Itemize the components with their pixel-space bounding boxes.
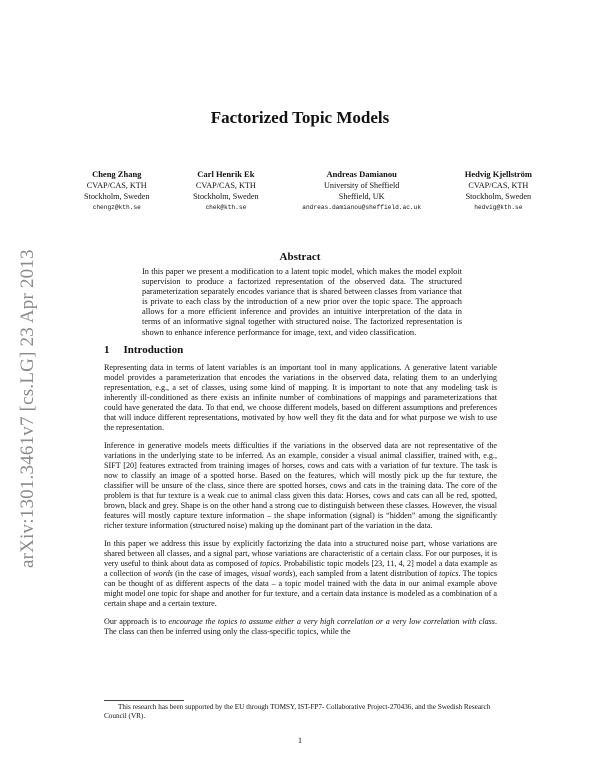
abstract-heading: Abstract <box>279 251 321 263</box>
paragraph <box>104 617 497 637</box>
section-number: 1 <box>104 344 110 356</box>
text-run: . Probabilistic topic models [23, 11, 4, 2] model a data example as a collection of <box>104 559 497 578</box>
author-block <box>84 169 150 213</box>
paragraph: Inference in generative models meets difficulties if the variations in the observed data are not representative of the variations in the underlying state to be inferred. As an example, consider a visual animal classifier, trained with, e.g., SIFT [20] features extracted from training images of horses, cows and cats with a variation of fur texture. The task is now to classify an image of a spotted horse. Based on the features, which will mostly pick up the fur texture, the classifier will be unsure of the class, since there are spotted horses, cows and cats in the training data. The core of the problem is that fur texture is a weak cue to animal class given this data: Horses, cows and cats can all be red, spotted, brown, black and grey. Shape is on the other hand a strong cue to distinguish between these classes. However, the visual features will mostly capture texture information – the shape information (signal) is “hidden” among the significantly richer texture information (structured noise) making up the dominant part of the variation in the data. <box>104 441 497 530</box>
page-number: 1 <box>297 735 303 745</box>
footnote: This research has been supported by the EU through TOMSY, IST-FP7- Collaborative Project-270436, and the Swedish Research Council (VR). <box>104 703 491 720</box>
author-block <box>302 169 421 213</box>
author-affiliation: University of Sheffield <box>323 181 400 190</box>
emphasis: topics <box>439 569 459 578</box>
text-run: In this paper we address this issue by explicitly factorizing the data into a structured noise part, whose variations are shared between all classes, and a signal part, whose variations are characteristic of a certain class. For our purposes, it is very useful to think about data as composed of <box>104 539 497 568</box>
author-affiliation: CVAP/CAS, KTH <box>86 181 147 190</box>
author-affiliation: CVAP/CAS, KTH <box>195 181 256 190</box>
emphasis: words <box>153 569 173 578</box>
author-email: andreas.damianou@sheffield.ac.uk <box>302 204 422 211</box>
emphasis: topics <box>259 559 280 568</box>
text-run: . The class can then be inferred using only the class-specific topics, while the <box>104 617 497 636</box>
section-heading <box>104 344 197 356</box>
author-name: Cheng Zhang <box>92 169 142 179</box>
author-affiliation: CVAP/CAS, KTH <box>468 181 529 190</box>
author-block <box>193 169 259 213</box>
abstract-text: In this paper we present a modification to a latent topic model, which makes the model exploit supervision to produce a factorized representation of the observed data. The structured parameterization separately encodes variance that is shared between classes from variance that is private to each class by the introduction of a new prior over the topic space. The approach allows for a more efficient inference and provides an intuitive interpretation of the data in terms of an informative signal together with structured noise. The factorized representation is shown to enhance inference performance for image, text, and video classification. <box>142 267 462 337</box>
author-name: Carl Henrik Ek <box>197 169 255 179</box>
author-block <box>465 169 532 213</box>
author-location: Stockholm, Sweden <box>84 192 150 201</box>
arxiv-stamp: arXiv:1301.3461v7 [cs.LG] 23 Apr 2013 <box>17 249 38 568</box>
emphasis: encourage the topics to assume either a very high correlation or a very low correlation with class <box>168 617 495 626</box>
author-name: Andreas Damianou <box>326 169 397 179</box>
author-email: chek@kth.se <box>205 204 247 211</box>
text-run: (in the case of images, <box>172 569 252 578</box>
body-text <box>104 363 497 645</box>
text-run: ), each sampled from a latent distribution of <box>292 569 440 578</box>
emphasis: visual words <box>251 569 293 578</box>
text-run: Our approach is to <box>104 617 169 626</box>
text-run: . The topics can be thought of as different aspects of the data – a topic model trained with the data in our animal example above might model one topic for shape and another for fur texture, and a certain data instance is modeled as a combination of a certain shape and a certain texture. <box>104 569 497 608</box>
author-location: Stockholm, Sweden <box>465 192 532 201</box>
paper-title: Factorized Topic Models <box>210 108 390 127</box>
author-name: Hedvig Kjellström <box>464 169 532 179</box>
section-title: Introduction <box>123 344 184 356</box>
author-location: Sheffield, UK <box>338 192 385 201</box>
author-location: Stockholm, Sweden <box>193 192 259 201</box>
paragraph: Representing data in terms of latent variables is an important tool in many applications. A generative latent variable model provides a parameterization that encodes the variations in the observed data, relating them to an underlying representation, e.g., a set of classes, using some kind of mapping. It is important to note that any modeling task is inherently ill-conditioned as there exists an infinite number of combinations of mappings and parameterizations that could have generated the data. To that end, we choose different models, based on different assumptions and preferences that will induce different representations, motivated by how well they fit the data and for what purpose we wish to use the representation. <box>104 363 497 432</box>
author-email: chengz@kth.se <box>92 204 141 211</box>
author-email: hedvig@kth.se <box>474 204 523 211</box>
paragraph <box>104 539 497 609</box>
footnote-rule <box>104 700 184 701</box>
author-list <box>84 169 532 213</box>
